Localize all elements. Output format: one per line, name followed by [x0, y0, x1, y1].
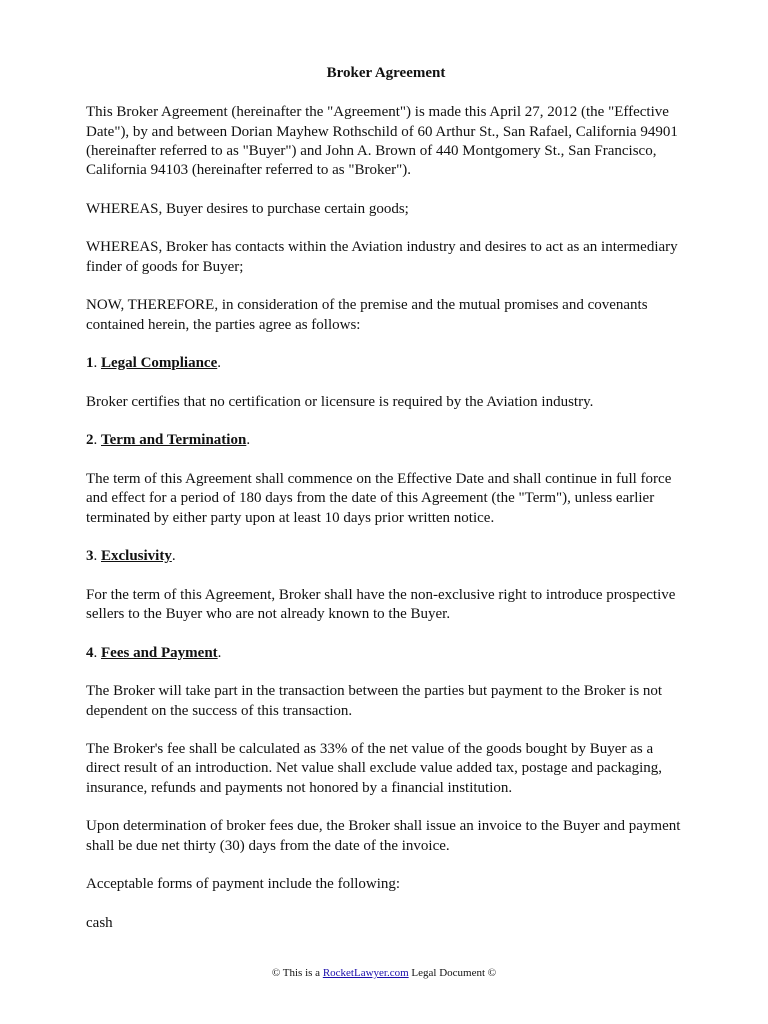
document-title: Broker Agreement [326, 65, 446, 81]
section-title: Legal Compliance [101, 355, 218, 372]
footer-prefix: © This is a [271, 967, 323, 979]
section-number: 3 [86, 548, 94, 565]
section-4-paragraph-1: The Broker will take part in the transaction between the parties but payment to the Broker is not dependent on the success of this transaction. [86, 683, 663, 719]
section-4-heading: 4. Fees and Payment. [86, 644, 222, 661]
section-3-heading: 3. Exclusivity. [86, 548, 176, 565]
page-footer [0, 967, 768, 979]
section-4-paragraph-5: cash [86, 914, 113, 931]
whereas-paragraph-2: WHEREAS, Broker has contacts within the Aviation industry and desires to act as an intermediary finder of goods for Buyer; [86, 239, 678, 275]
section-4-paragraph-2: The Broker's fee shall be calculated as 33% of the net value of the goods bought by Buyer as a direct result of an introduction. Net value shall exclude value added tax, postage and packaging, insurance, refunds and payments not honored by a financial institution. [86, 741, 663, 796]
footer-suffix: Legal Document © [408, 967, 497, 979]
section-2-heading: 2. Term and Termination. [86, 432, 251, 449]
section-1-heading: 1. Legal Compliance. [86, 355, 221, 372]
section-number: 1 [86, 355, 94, 372]
section-title: Term and Termination [101, 432, 247, 449]
section-4-paragraph-4: Acceptable forms of payment include the following: [86, 876, 401, 893]
section-1-paragraph: Broker certifies that no certification or licensure is required by the Aviation industry. [86, 393, 594, 410]
now-therefore-paragraph: NOW, THEREFORE, in consideration of the premise and the mutual promises and covenants contained herein, the parties agree as follows: [86, 297, 648, 333]
intro-paragraph: This Broker Agreement (hereinafter the "Agreement") is made this April 27, 2012 (the "Effective Date"), by and between Dorian Mayhew Rothschild of 60 Arthur St., San Rafael, California 94901 (hereinafter referred to as "Buyer") and John A. Brown of 440 Montgomery St., San Francisco, California 94103 (hereinafter referred to as "Broker"). [86, 104, 678, 179]
rocketlawyer-link[interactable]: RocketLawyer.com [322, 967, 409, 979]
section-title: Fees and Payment [101, 644, 218, 661]
whereas-paragraph-1: WHEREAS, Buyer desires to purchase certain goods; [86, 200, 409, 217]
section-number: 2 [86, 432, 94, 449]
section-number: 4 [86, 644, 94, 661]
section-3-paragraph: For the term of this Agreement, Broker shall have the non-exclusive right to introduce prospective sellers to the Buyer who are not already known to the Buyer. [86, 586, 676, 623]
section-2-paragraph: The term of this Agreement shall commence on the Effective Date and shall continue in full force and effect for a period of 180 days from the date of this Agreement (the "Term"), unless earlier terminated by either party upon at least 10 days prior written notice. [86, 470, 672, 526]
section-title: Exclusivity [101, 548, 172, 565]
document-page [86, 64, 686, 952]
section-4-paragraph-3: Upon determination of broker fees due, the Broker shall issue an invoice to the Buyer and payment shall be due net thirty (30) days from the date of the invoice. [86, 818, 681, 854]
